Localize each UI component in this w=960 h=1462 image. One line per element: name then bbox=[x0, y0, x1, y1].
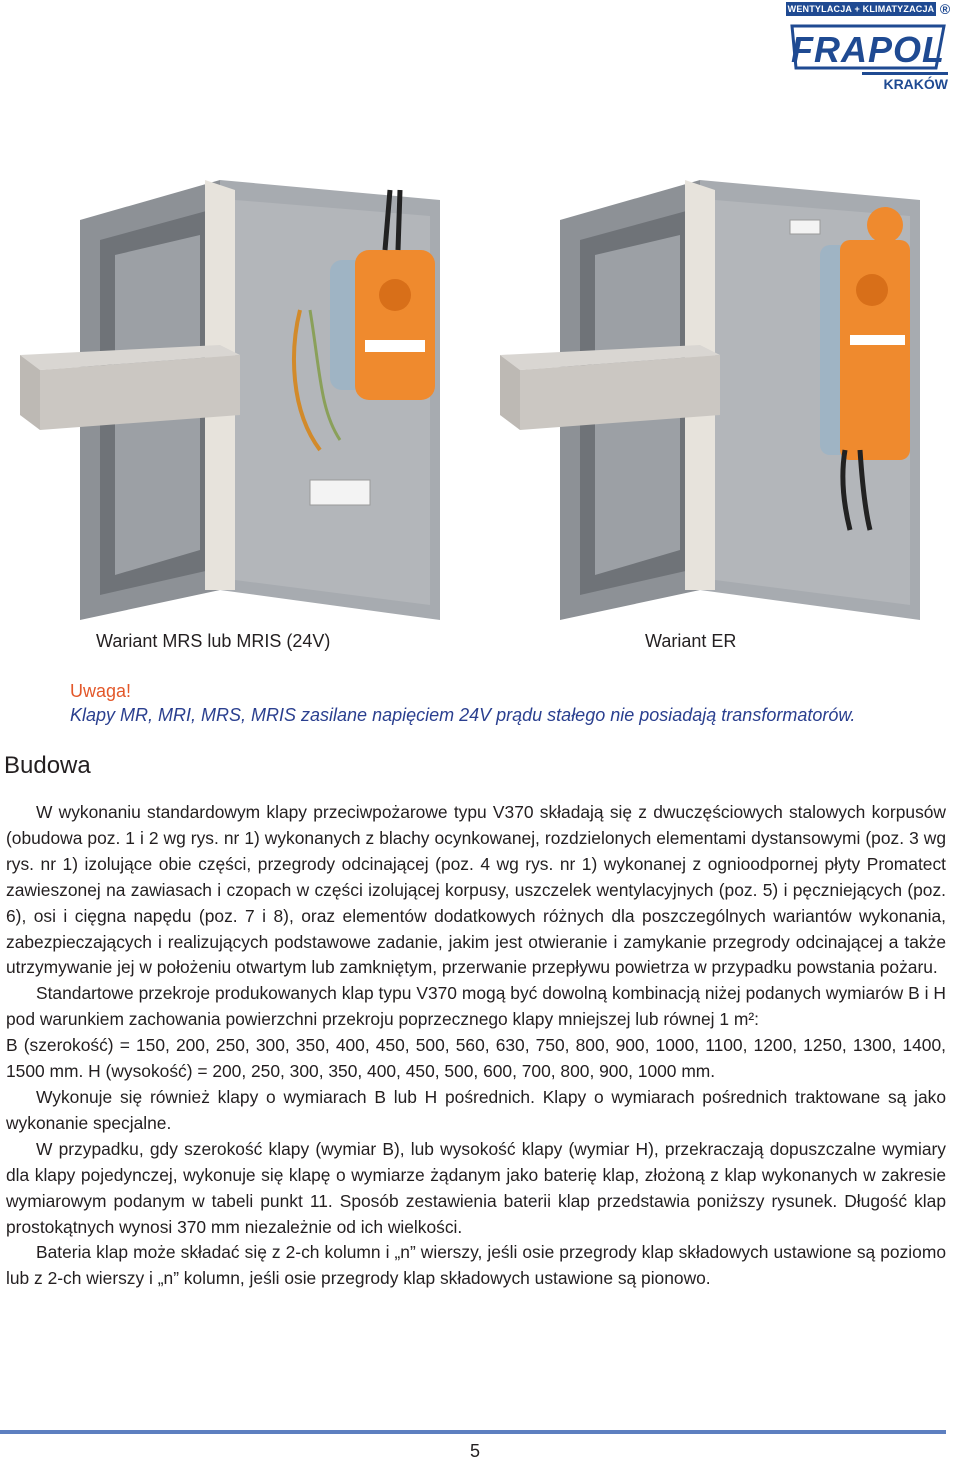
caption-variant-mrs: Wariant MRS lub MRIS (24V) bbox=[96, 631, 331, 651]
page-number: 5 bbox=[469, 1441, 480, 1461]
paragraph-battery: W przypadku, gdy szerokość klapy (wymiar B), lub wysokość klapy (wymiar H), przekraczają dopuszczalne wymiary dla klapy pojedynczej, wykonuje się klapę o wymiarze żądanym jako baterię klap, złożoną z klap wykonanych w zakresie wymiarowym podanym w tabeli punkt 11. Sposób zestawienia baterii klap przedstawia poniższy rysunek. Długość klap prostokątnych wynosi 370 mm niezależnie od ich wielkości. bbox=[6, 1138, 946, 1237]
section-title: Budowa bbox=[4, 752, 91, 779]
registered-mark: ® bbox=[939, 1, 951, 17]
paragraph-battery-layout: Bateria klap może składać się z 2-ch kolumn i „n” wierszy, jeśli osie przegrody klap składowych ustawione są poziomo lub z 2-ch wierszy i „n” kolumn, jeśli osie przegrody klap składowych ustawione są pionowo. bbox=[6, 1242, 946, 1289]
damper-illustration-mrs bbox=[20, 150, 460, 620]
damper-illustration-er bbox=[500, 150, 940, 620]
footer-divider bbox=[0, 1430, 946, 1434]
body-text bbox=[6, 800, 946, 1292]
frapol-logo bbox=[786, 2, 958, 94]
svg-text:FRAPOL: FRAPOL bbox=[791, 29, 945, 70]
warning-text: Klapy MR, MRI, MRS, MRIS zasilane napięciem 24V prądu stałego nie posiadają transformatorów. bbox=[70, 705, 856, 725]
logo-wordmark bbox=[786, 18, 954, 74]
warning-title: Uwaga! bbox=[70, 681, 132, 701]
caption-variant-er: Wariant ER bbox=[645, 631, 737, 651]
paragraph-intermediate: Wykonuje się również klapy o wymiarach B lub H pośrednich. Klapy o wymiarach pośrednich traktowane są jako wykonanie specjalne. bbox=[6, 1086, 946, 1133]
paragraph-dimensions: B (szerokość) = 150, 200, 250, 300, 350, 400, 450, 500, 560, 630, 750, 800, 900, 1000, 1100, 1200, 1250, 1300, 1400, 1500 mm. H (wysokość) = 200, 250, 300, 350, 400, 450, 500, 600, 700, 800, 900, 1000 mm. bbox=[6, 1035, 946, 1082]
logo-tagline: WENTYLACJA + KLIMATYZACJA bbox=[787, 4, 935, 14]
paragraph-cross-sections: Standartowe przekroje produkowanych klap typu V370 mogą być dowolną kombinacją niżej podanych wymiarów B i H pod warunkiem zachowania powierzchni przekroju poprzecznego klapy mniejszej lub równej 1 m²: bbox=[6, 983, 946, 1030]
logo-city: KRAKÓW bbox=[862, 72, 948, 93]
paragraph-construction: W wykonaniu standardowym klapy przeciwpożarowe typu V370 składają się z dwuczęściowych stalowych korpusów (obudowa poz. 1 i 2 wg rys. nr 1) wykonanych z blachy ocynkowanej, rozdzielonych elementami dystansowymi (poz. 3 wg rys. nr 1) izolujące obie części, przegrody odcinającej (poz. 4 wg rys. nr 1) wykonanej z ognioodpornej płyty Promatect zawieszonej na zawiasach i czopach w części izolującej korpusy, uszczelek wentylacyjnych (poz. 5) i pęczniejących (poz. 6), osi i cięgna napędu (poz. 7 i 8), oraz elementów dodatkowych różnych dla poszczególnych wariantów wykonania, zabezpieczających i realizujących podstawowe zadanie, jakim jest otwieranie i zamykanie przegrody odcinającej a także utrzymywanie jej w położeniu otwartym lub zamkniętym, przerwanie przepływu powietrza w przypadku powstania pożaru. bbox=[6, 802, 946, 978]
